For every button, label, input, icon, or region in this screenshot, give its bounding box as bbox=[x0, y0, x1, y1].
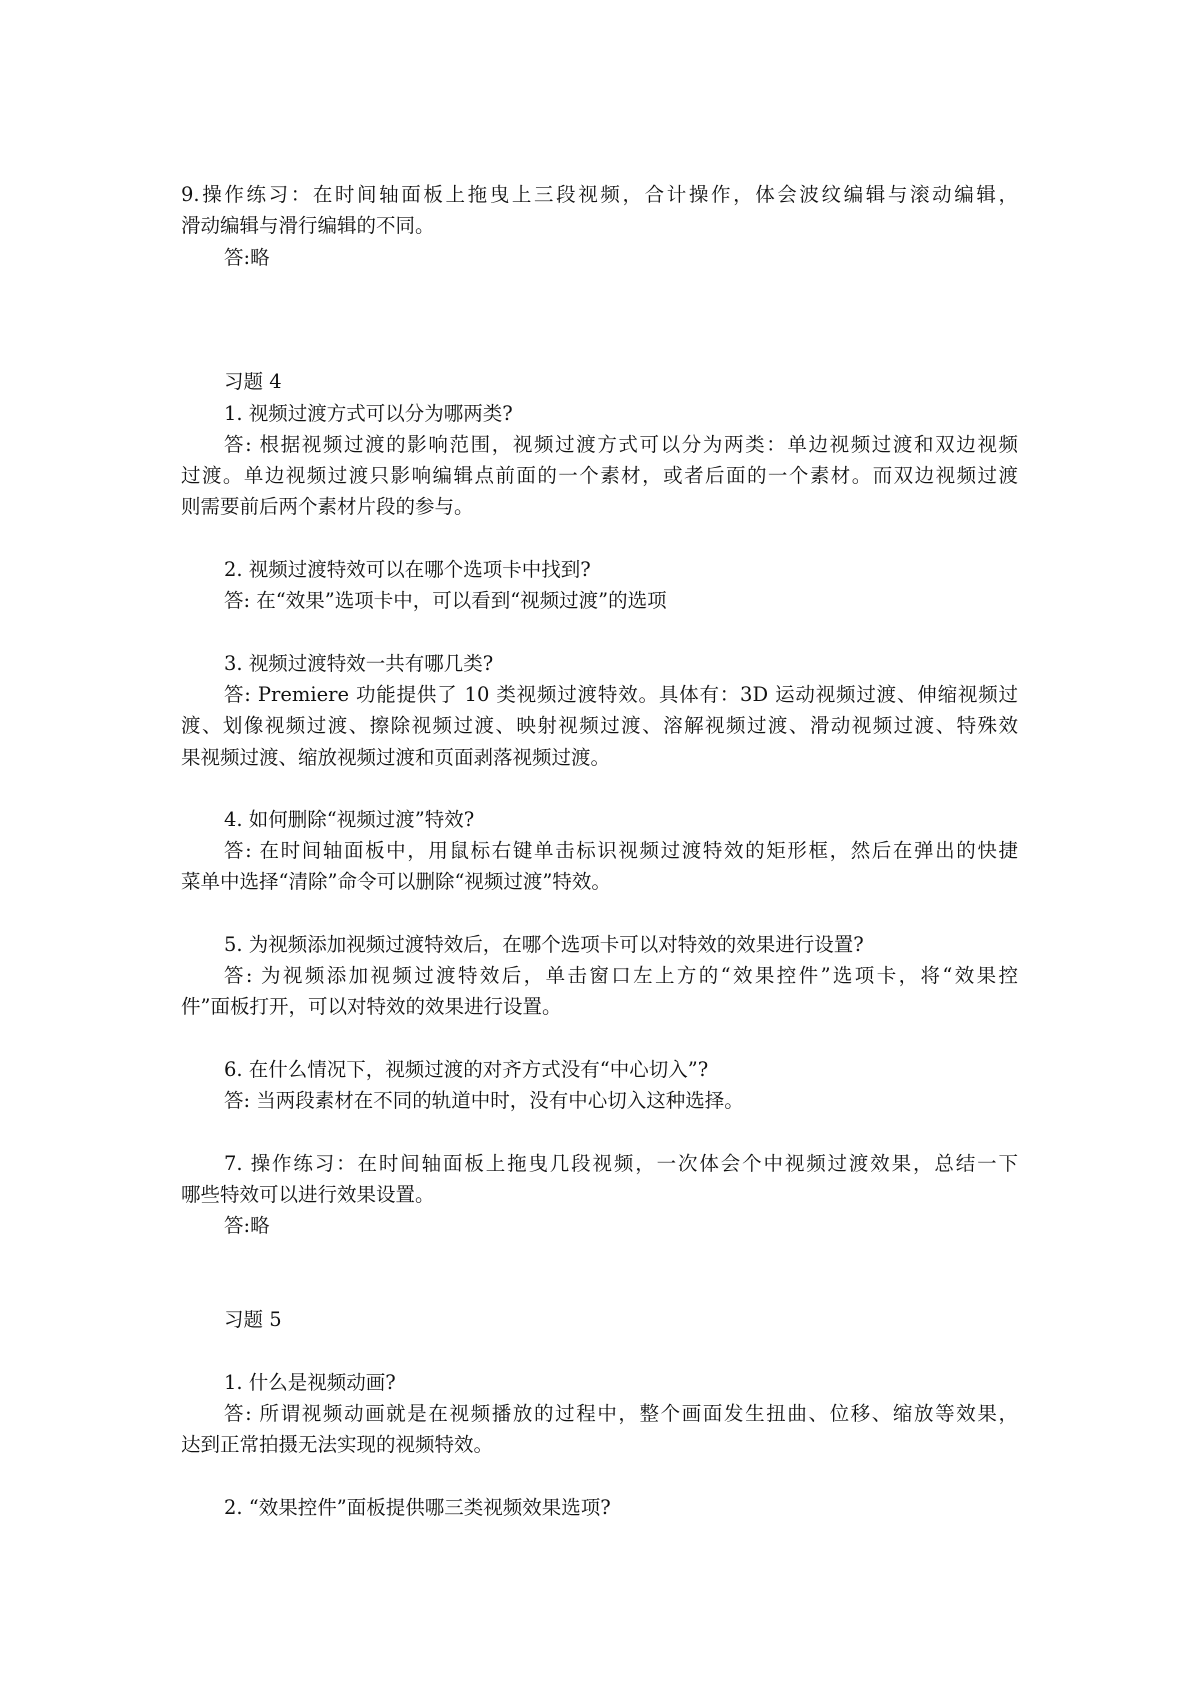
s4-answer-4-line-2: 菜单中选择“清除”命令可以删除“视频过渡”特效。 bbox=[181, 870, 611, 893]
s4-answer-5-line-1: 答: 为视频添加视频过渡特效后，单击窗口左上方的“效果控件”选项卡，将“效果控 bbox=[224, 964, 1018, 987]
section-heading-5: 习题 5 bbox=[224, 1308, 282, 1331]
section-heading-4: 习题 4 bbox=[224, 370, 282, 393]
s4-answer-1-line-3: 则需要前后两个素材片段的参与。 bbox=[181, 495, 474, 518]
s4-answer-1-line-1: 答: 根据视频过渡的影响范围，视频过渡方式可以分为两类：单边视频过渡和双边视频 bbox=[224, 433, 1018, 456]
s4-answer-1-line-2: 过渡。单边视频过渡只影响编辑点前面的一个素材，或者后面的一个素材。而双边视频过渡 bbox=[181, 464, 1018, 487]
question-9-line-1: 9.操作练习：在时间轴面板上拖曳上三段视频，合计操作，体会波纹编辑与滚动编辑， bbox=[181, 183, 1018, 206]
s5-question-2: 2. “效果控件”面板提供哪三类视频效果选项? bbox=[224, 1496, 611, 1519]
s4-answer-5-line-2: 件”面板打开，可以对特效的效果进行设置。 bbox=[181, 995, 562, 1018]
s4-question-4: 4. 如何删除“视频过渡”特效? bbox=[224, 808, 475, 831]
s4-answer-2-line-1: 答: 在“效果”选项卡中，可以看到“视频过渡”的选项 bbox=[224, 589, 667, 612]
s4-question-5: 5. 为视频添加视频过渡特效后，在哪个选项卡可以对特效的效果进行设置? bbox=[224, 933, 864, 956]
s4-answer-6-line-1: 答: 当两段素材在不同的轨道中时，没有中心切入这种选择。 bbox=[224, 1089, 744, 1112]
answer-9-line-1: 答:略 bbox=[224, 246, 270, 269]
s4-answer-7-line-1: 答:略 bbox=[224, 1214, 270, 1237]
s4-question-7-line-1: 7. 操作练习：在时间轴面板上拖曳几段视频，一次体会个中视频过渡效果，总结一下 bbox=[224, 1152, 1018, 1175]
s4-question-2: 2. 视频过渡特效可以在哪个选项卡中找到? bbox=[224, 558, 591, 581]
s4-question-1: 1. 视频过渡方式可以分为哪两类? bbox=[224, 402, 513, 425]
s5-question-1: 1. 什么是视频动画? bbox=[224, 1371, 396, 1394]
s4-answer-4-line-1: 答: 在时间轴面板中，用鼠标右键单击标识视频过渡特效的矩形框，然后在弹出的快捷 bbox=[224, 839, 1018, 862]
s4-question-6: 6. 在什么情况下，视频过渡的对齐方式没有“中心切入”? bbox=[224, 1058, 709, 1081]
s4-question-3: 3. 视频过渡特效一共有哪几类? bbox=[224, 652, 494, 675]
s4-answer-3-line-2: 渡、划像视频过渡、擦除视频过渡、映射视频过渡、溶解视频过渡、滑动视频过渡、特殊效 bbox=[181, 714, 1018, 737]
s4-answer-3-line-1: 答: Premiere 功能提供了 10 类视频过渡特效。具体有：3D 运动视频过渡、伸缩视频过 bbox=[224, 683, 1018, 706]
s5-answer-1-line-1: 答: 所谓视频动画就是在视频播放的过程中，整个画面发生扭曲、位移、缩放等效果， bbox=[224, 1402, 1018, 1425]
question-9-line-2: 滑动编辑与滑行编辑的不同。 bbox=[181, 214, 435, 237]
s5-answer-1-line-2: 达到正常拍摄无法实现的视频特效。 bbox=[181, 1433, 494, 1456]
s4-answer-3-line-3: 果视频过渡、缩放视频过渡和页面剥落视频过渡。 bbox=[181, 746, 611, 769]
s4-question-7-line-2: 哪些特效可以进行效果设置。 bbox=[181, 1183, 435, 1206]
